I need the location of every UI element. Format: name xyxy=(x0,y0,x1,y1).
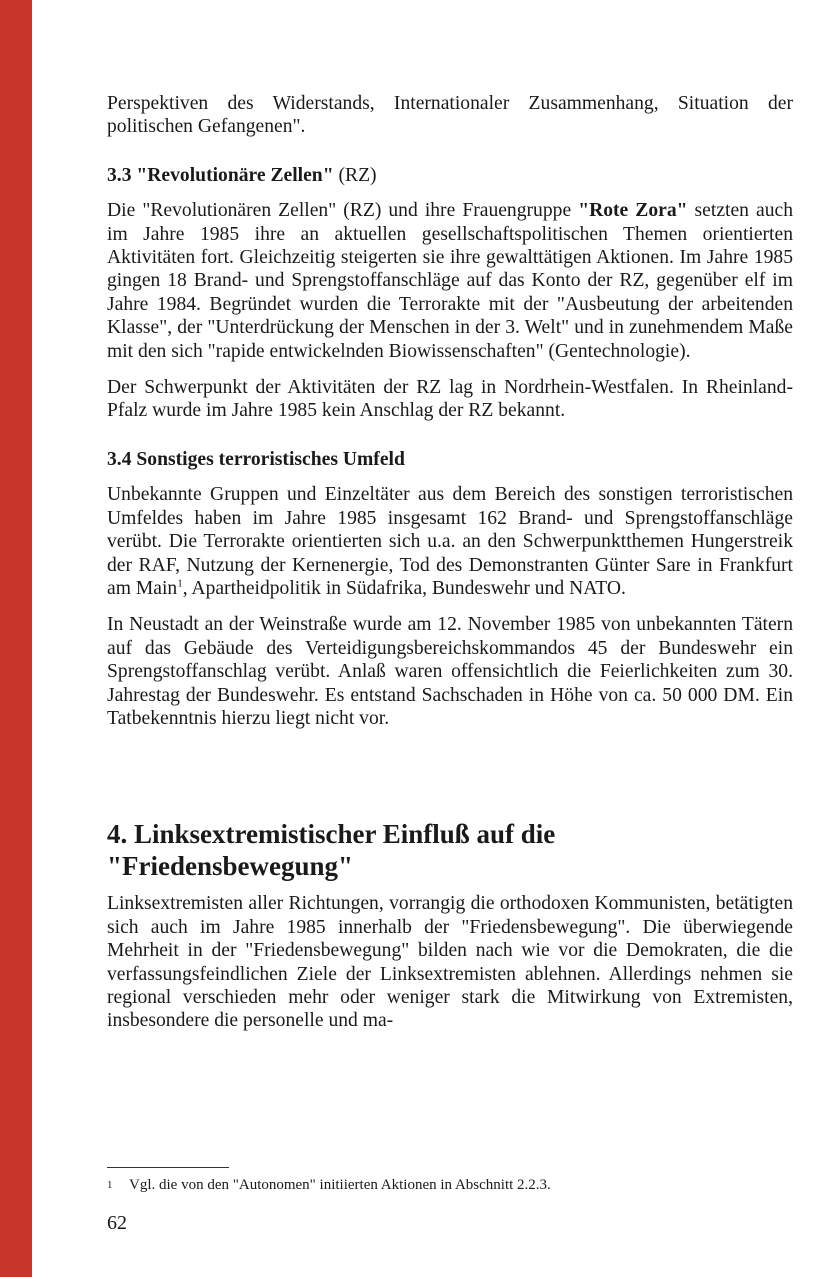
section-4-paragraph-1: Linksextremisten aller Richtungen, vorrangig die orthodoxen Kommunisten, betätigten sich auch im Jahre 1985 innerhalb der "Friedensbewegung". Die überwiegende Mehrheit in der "Friedensbewegung" bilden nach wie vor die Demokraten, die die verfassungsfeindlichen Ziele der Linksextremisten ablehnen. Allerdings nehmen sie regional verschieden mehr oder weniger stark die Mitwirkung von Extremisten, insbesondere die personelle und ma- xyxy=(107,893,793,1032)
page-body xyxy=(107,92,793,1033)
section-3-4-paragraph-2: In Neustadt an der Weinstraße wurde am 12. November 1985 von unbekannten Tätern auf das Gebäude des Verteidigungsbereichskommandos 45 der Bundeswehr ein Sprengstoffanschlag verübt. Anlaß waren offensichtlich die Feierlichkeiten zum 30. Jahrestag der Bundeswehr. Es entstand Sachschaden in Höhe von ca. 50 000 DM. Ein Tatbekenntnis hierzu liegt nicht vor. xyxy=(107,614,793,729)
page-edge-strip xyxy=(0,0,32,1277)
section-3-3-paragraph-1: Die "Revolutionären Zellen" (RZ) und ihre Frauengruppe "Rote Zora" setzten auch im Jahre 1985 ihre an aktuellen gesellschaftspolitischen Themen orientierten Aktivitäten fort. Gleichzeitig steigerten sie ihre gewalttätigen Aktionen. Im Jahre 1985 gingen 18 Brand- und Sprengstoffanschläge auf das Konto der RZ, gegenüber elf im Jahre 1984. Begründet wurden die Terrorakte mit der "Ausbeutung der arbeitenden Klasse", der "Unterdrückung der Menschen in der 3. Welt" und in zunehmendem Maße mit den sich "rapide entwickelnden Biowissenschaften" (Gentechnologie). xyxy=(107,200,793,362)
footnote-mark: 1 xyxy=(107,1179,113,1191)
section-3-3-paragraph-2: Der Schwerpunkt der Aktivitäten der RZ lag in Nordrhein-Westfalen. In Rheinland-Pfalz wurde im Jahre 1985 kein Anschlag der RZ bekannt. xyxy=(107,377,793,422)
footnote-reference: 1 xyxy=(177,577,183,590)
section-3-3-abbrev: (RZ) xyxy=(338,164,377,186)
intro-paragraph: Perspektiven des Widerstands, Internationaler Zusammenhang, Situation der politischen Gefangenen". xyxy=(107,93,793,138)
rote-zora-emphasis: "Rote Zora" xyxy=(578,200,688,222)
section-3-3-heading xyxy=(107,164,793,187)
footnote-divider xyxy=(107,1167,229,1168)
section-3-4-title: Sonstiges terroristisches Umfeld xyxy=(136,448,405,470)
page-number: 62 xyxy=(107,1212,127,1234)
section-4-heading: 4. Linksextremistischer Einfluß auf die "Friedensbewegung" xyxy=(107,819,556,882)
section-3-4-number: 3.4 xyxy=(107,448,132,470)
footnote xyxy=(107,1175,793,1195)
footnote-text: Vgl. die von den "Autonomen" initiierten Aktionen in Abschnitt 2.2.3. xyxy=(129,1177,551,1193)
section-3-4-paragraph-1: Unbekannte Gruppen und Einzeltäter aus dem Bereich des sonstigen terroristischen Umfeldes haben im Jahre 1985 insgesamt 162 Brand- und Sprengstoffanschläge verübt. Die Terrorakte orientierten sich u.a. an den Schwerpunktthemen Hungerstreik der RAF, Nutzung der Kernenergie, Tod des Demonstranten Günter Sare in Frankfurt am Main$^1$, Apartheidpolitik in Südafrika, Bundeswehr und NATO. xyxy=(107,484,793,599)
section-3-3-number: 3.3 xyxy=(107,164,132,186)
section-3-4-heading xyxy=(107,448,793,471)
section-3-3-title: "Revolutionäre Zellen" xyxy=(136,164,334,186)
